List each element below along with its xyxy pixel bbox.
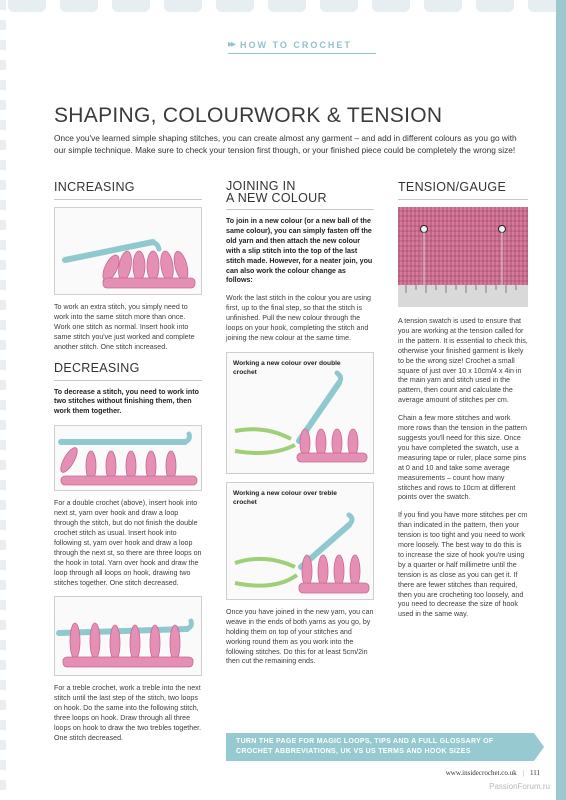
banner-text: TURN THE PAGE FOR MAGIC LOOPS, TIPS AND A FULL GLOSSARY OF CROCHET ABBREVIATIONS, UK VS US TERMS AND HOOK SIZES: [236, 738, 494, 755]
tension-body-1: A tension swatch is used to ensure that you are working at the tension called for in the pattern. It is essential to check this, otherwise your finished garment is likely to be the wrong size! Crochet a small square of just over 10 x 10cm/4 x 4in in the main yarn and stitch used in the pattern, then count and calculate the average amount of stitches per cm.: [398, 317, 528, 405]
section-kicker: [228, 36, 376, 54]
colour-over-treble-illustration: [226, 482, 374, 600]
tension-body-2: Chain a few more stitches and work more rows than the tension in the pattern suggests you'll need for this size. Once you have completed the swatch, use a measuring tape or ruler, place some pins at 0 and 10 and take some average measurements – count how many stitches and rows to 10cm at different points over the swatch.: [398, 414, 527, 502]
joining-lead: To join in a new colour (or a new ball of the same colour), you can simply fasten off the old yarn and then attach the new colour with a slip stitch into the top of the last stitch made. However, for a neater join, you can also work the colour change as follows:: [226, 217, 373, 285]
next-page-banner: [226, 733, 534, 761]
tension-heading: TENSION/GAUGE: [398, 180, 528, 200]
decreasing-lead: To decrease a stitch, you need to work into two stitches without finishing them, then work them together.: [54, 387, 199, 416]
joining-heading-line1: JOINING IN: [226, 179, 296, 193]
colour-over-double-crochet-illustration: [226, 352, 374, 474]
kicker-label: HOW TO CROCHET: [240, 39, 352, 50]
pin-icon: [421, 226, 428, 288]
page-number: 111: [530, 769, 540, 777]
footer-site: www.insidecrochet.co.uk: [445, 769, 517, 777]
joining-body-2: Once you have joined in the new yarn, you can weave in the ends of both yarns as you go, by holding them on top of your stitches and working round them as you work into the following stitches. Do this for at least 5cm/2in then cut the remaining ends.: [226, 607, 374, 666]
figure-caption-double: Working a new colour over double crochet: [233, 359, 341, 376]
decrease-treble-illustration: [54, 596, 202, 676]
column-increasing-decreasing: [54, 180, 202, 752]
pin-icon: [499, 226, 506, 288]
page-title: SHAPING, COLOURWORK & TENSION: [54, 104, 443, 127]
increasing-body: To work an extra stitch, you simply need to work into the same stitch more than once. Work one stitch as normal. Insert hook into same stitch you've just worked and complete another stitch. One stitch increased.: [54, 303, 195, 351]
decrease-double-crochet-illustration: [54, 425, 202, 491]
joining-body-1: Work the last stitch in the colour you are using first, up to the final step, so that the stitch is unfinished. Pull the new colour through the loops on your hook, completing the stitch and joining the new colour at the same time.: [226, 294, 371, 342]
arrow-tip-icon: [534, 733, 544, 761]
footer-separator: |: [522, 769, 525, 777]
intro-text: Once you've learned simple shaping stitches, you can create almost any garment – and add in different colours as you go with our simple technique. Make sure to check your tension first though, or your finished piece could be completely the wrong size!: [54, 133, 517, 155]
joining-heading-line2: A NEW COLOUR: [226, 191, 327, 205]
increasing-illustration: [54, 207, 202, 295]
tension-body-3: If you find you have more stitches per cm than indicated in the pattern, then your tension is too tight and you need to work more loosely. The best way to do this is to increase the size of hook you're using by a quarter or half millimetre until the tension is as close as you can get it. If there are fewer stitches than required, then you are crocheting too loosely, and you need to decrease the size of hook used in the same way.: [398, 511, 528, 619]
column-joining: [226, 180, 374, 675]
decreasing-body-2: For a treble crochet, work a treble into the next stitch until the last step of the stitch, two loops on hook. Do the same into the following stitch, three loops on hook. Draw through all three loops on hook to draw the two trebles together. One stitch decreased.: [54, 684, 202, 742]
page-edge-left: [0, 0, 6, 800]
page-footer: [446, 769, 540, 777]
arrows-icon: ▸▸: [228, 39, 235, 50]
figure-caption-treble: Working a new colour over treble crochet: [233, 489, 337, 506]
top-decoration: [0, 0, 566, 18]
page-edge-right: [556, 0, 566, 800]
joining-heading: [226, 180, 374, 210]
increasing-heading: INCREASING: [54, 180, 202, 200]
decreasing-heading: DECREASING: [54, 361, 202, 381]
measuring-tape-icon: [398, 285, 528, 307]
column-tension: [398, 180, 528, 628]
watermark: PassionForum.ru: [489, 782, 550, 791]
tension-swatch-photo: [398, 207, 528, 307]
decreasing-body-1: For a double crochet (above), insert hook into next st, yarn over hook and draw a loop through the stitch, but do not finish the double crochet stitch as usual. Insert hook into following st, yarn over hook and draw a loop through the next st, so there are three loops on the hook in total. Yarn over hook and draw the loop through all loops on hook, drawing two stitches together. One stitch decreased.: [54, 499, 202, 587]
